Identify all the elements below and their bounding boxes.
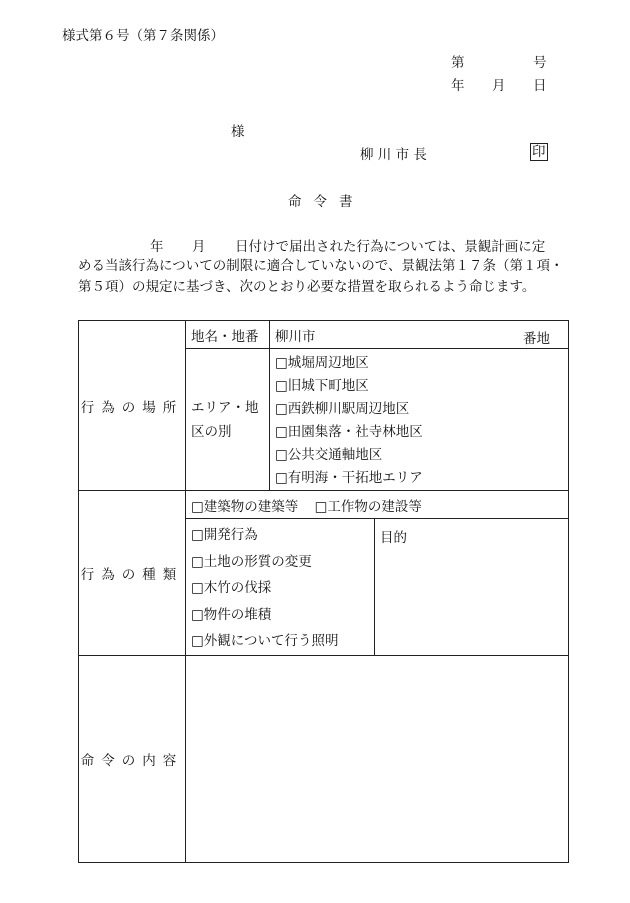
document-title: 命令書 <box>288 194 365 210</box>
doc-number-prefix: 第 <box>451 55 465 71</box>
place-label: 行為の場所 <box>79 321 186 491</box>
area-option-old-castle-town[interactable]: □旧城下町地区 <box>275 378 369 394</box>
kind-label: 行為の種類 <box>79 491 186 656</box>
date-day: 日 <box>533 78 547 94</box>
kind-structure-option[interactable]: □工作物の建設等 <box>314 498 422 515</box>
area-options <box>270 349 569 491</box>
date-year: 年 <box>451 78 465 94</box>
address-field[interactable] <box>270 321 569 349</box>
area-option-station[interactable]: □西鉄柳川駅周辺地区 <box>275 401 410 417</box>
kind-land-change-option[interactable]: □土地の形質の変更 <box>191 553 312 570</box>
area-option-transit[interactable]: □公共交通軸地区 <box>275 447 383 463</box>
seal-mark: 印 <box>532 144 546 160</box>
area-label: エリア・地区の別 <box>186 349 270 491</box>
body-text-rest: める当該行為についての制限に適合していないので、景観法第１７条（第１項・第５項）の規定に基づき、次のとおり必要な措置を取られるよう命じます。 <box>78 258 564 295</box>
address-label: 地名・地番 <box>186 321 270 349</box>
purpose-field[interactable] <box>375 519 569 656</box>
body-text-start: 日付けで届出された行為については、景観計画に定 <box>235 239 546 255</box>
kind-development-option[interactable]: □開発行為 <box>191 527 258 543</box>
doc-number-suffix: 号 <box>533 55 547 71</box>
issuer-name: 柳 川 市 長 <box>360 147 427 163</box>
form-number: 様式第６号（第７条関係） <box>62 28 224 44</box>
place-address-row <box>79 321 569 349</box>
kind-other-options <box>186 519 375 656</box>
area-option-rural[interactable]: □田園集落・社寺林地区 <box>275 424 423 440</box>
kind-type-row <box>79 491 569 519</box>
kind-types <box>186 491 569 519</box>
address-lot-suffix: 番地 <box>523 331 550 347</box>
order-label: 命令の内容 <box>79 655 186 862</box>
area-option-shirobori[interactable]: □城堀周辺地区 <box>275 355 369 371</box>
order-content-field[interactable] <box>186 655 569 862</box>
body-month: 月 <box>192 239 206 255</box>
kind-tree-felling-option[interactable]: □木竹の伐採 <box>191 580 272 596</box>
purpose-label: 目的 <box>380 530 407 546</box>
form-table <box>78 320 569 863</box>
address-city: 柳川市 <box>275 328 316 345</box>
area-option-ariake[interactable]: □有明海・干拓地エリア <box>275 470 423 486</box>
recipient-suffix: 様 <box>231 124 245 140</box>
kind-lighting-option[interactable]: □外観について行う照明 <box>191 633 339 649</box>
order-row <box>79 655 569 862</box>
date-month: 月 <box>492 78 506 94</box>
kind-building-option[interactable]: □建築物の建築等 <box>191 498 299 515</box>
body-year: 年 <box>150 239 164 255</box>
kind-stacking-option[interactable]: □物件の堆積 <box>191 606 272 623</box>
